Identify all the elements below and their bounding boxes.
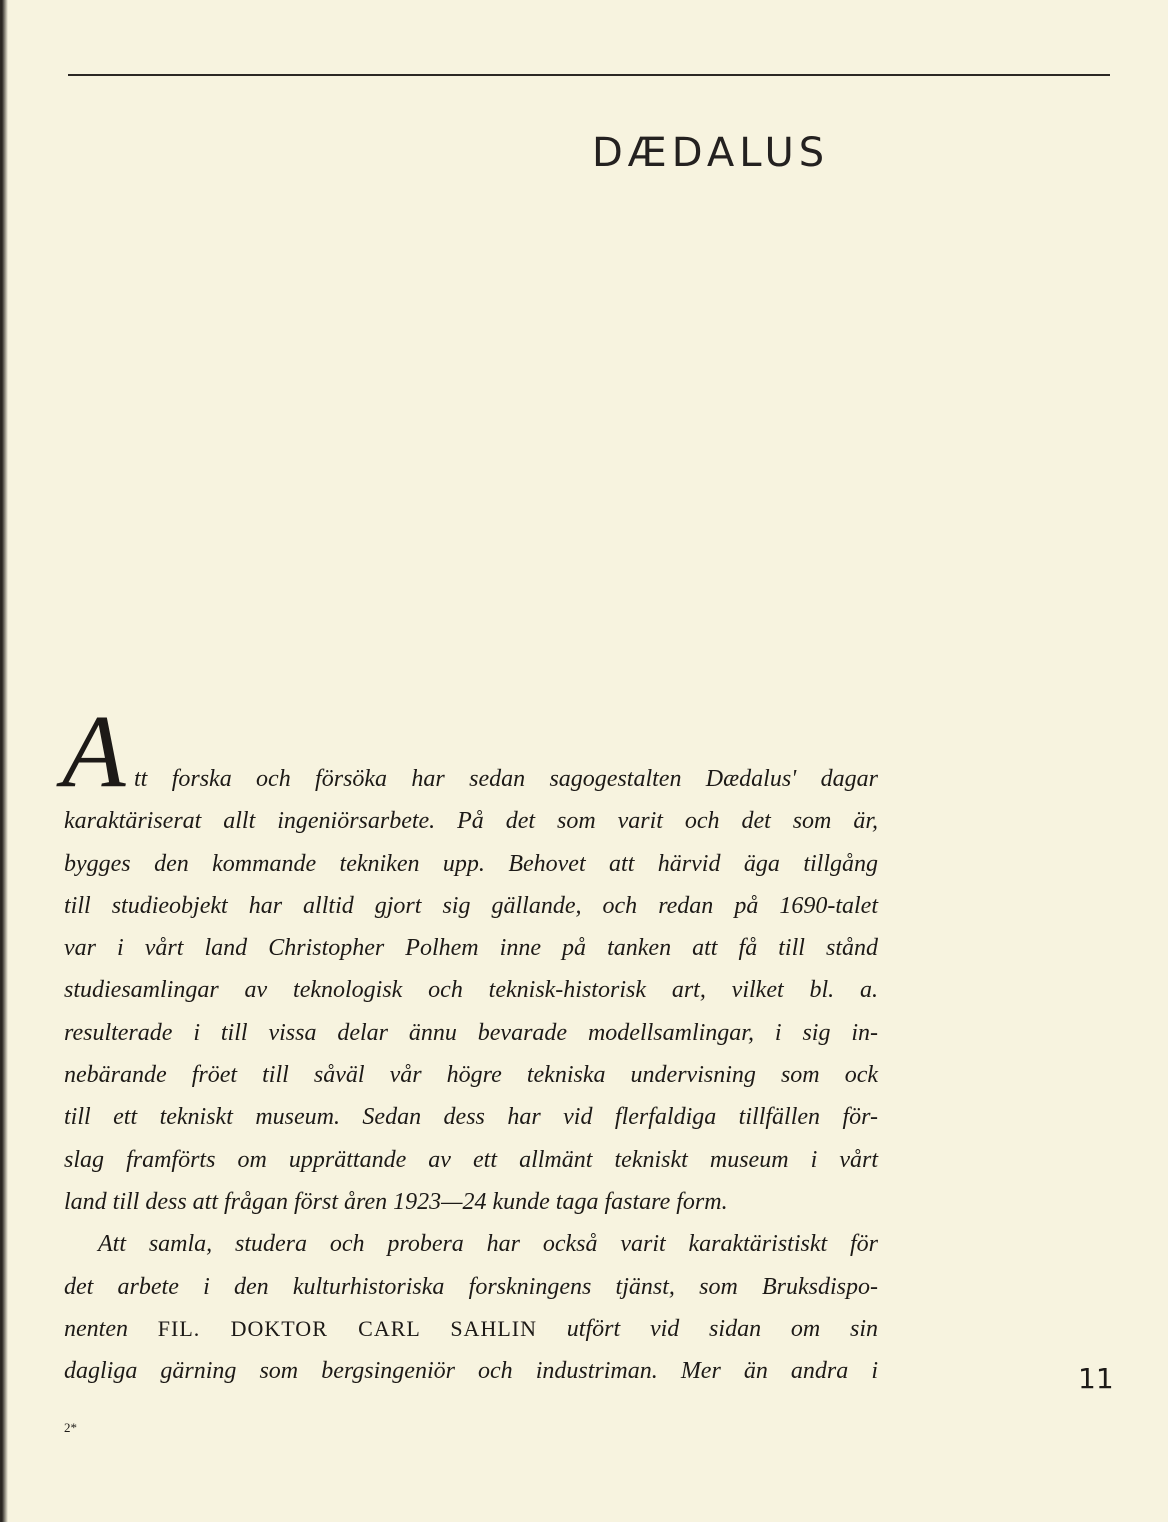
- person-name: FIL. DOKTOR CARL SAHLIN: [157, 1315, 537, 1341]
- text-line-12: Att samla, studera och probera har också varit karaktäristiskt för: [98, 1231, 878, 1258]
- text-line-10: slag framförts om upprättande av ett allmänt tekniskt museum i vårt: [64, 1146, 878, 1173]
- text-line-7: resulterade i till vissa delar ännu bevarade modellsamlingar, i sig in-: [64, 1019, 878, 1046]
- text-line-8: nebärande fröet till såväl vår högre tekniska undervisning som ock: [64, 1062, 878, 1089]
- article-body: [64, 758, 878, 1392]
- page-number: 11: [1078, 1362, 1114, 1395]
- drop-initial: A: [62, 694, 126, 809]
- text-line-14: [64, 1308, 878, 1350]
- text-line-2: karaktäriserat allt ingeniörsarbete. På det som varit och det som är,: [64, 808, 878, 835]
- text-line-4: till studieobjekt har alltid gjort sig gällande, och redan på 1690-talet: [64, 892, 878, 919]
- text-line-11: land till dess att frågan först åren 1923—24 kunde taga fastare form.: [64, 1188, 728, 1215]
- line-14-before: nenten: [64, 1315, 128, 1342]
- text-line-3: bygges den kommande tekniken upp. Behovet att härvid äga tillgång: [64, 850, 878, 877]
- text-line-9: till ett tekniskt museum. Sedan dess har vid flerfaldiga tillfällen för-: [64, 1104, 878, 1131]
- signature-mark: 2*: [64, 1420, 77, 1435]
- text-line-13: det arbete i den kulturhistoriska forskningens tjänst, som Bruksdispo-: [64, 1273, 878, 1300]
- header-rule: [68, 74, 1110, 76]
- page-edge-shadow: [0, 0, 8, 1522]
- text-line-1: tt forska och försöka har sedan sagogestalten Dædalus' dagar: [134, 766, 878, 792]
- line-14-after: utfört vid sidan om sin: [566, 1315, 879, 1342]
- journal-title: DÆDALUS: [592, 130, 830, 176]
- text-line-15: dagliga gärning som bergsingeniör och industriman. Mer än andra i: [64, 1358, 878, 1385]
- text-line-5: var i vårt land Christopher Polhem inne på tanken att få till stånd: [64, 935, 878, 962]
- text-line-6: studiesamlingar av teknologisk och teknisk-historisk art, vilket bl. a.: [64, 977, 878, 1004]
